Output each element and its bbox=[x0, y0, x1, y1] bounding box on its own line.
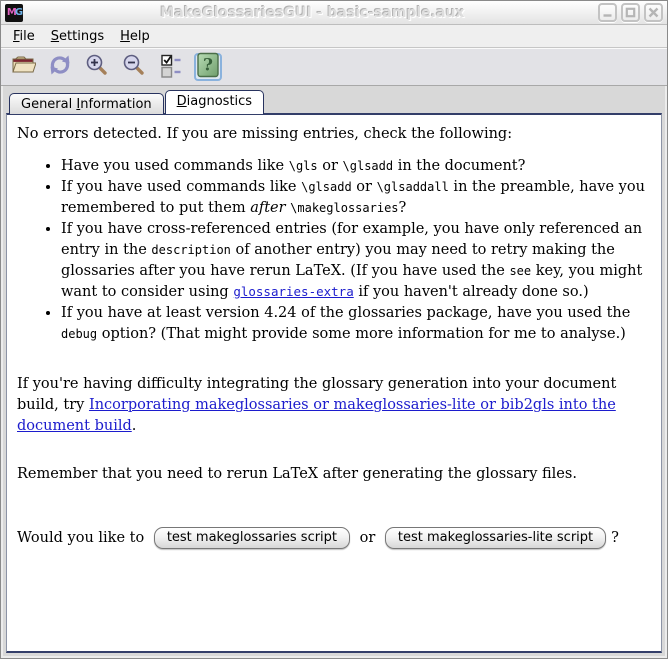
svg-text:?: ? bbox=[203, 55, 213, 76]
open-file-button[interactable] bbox=[9, 53, 37, 81]
list-item: • If you have used commands like \glsadd or \glsaddall in the preamble, have you remembered to put them after \makeglossaries? bbox=[61, 177, 651, 219]
open-folder-icon bbox=[10, 52, 36, 82]
zoom-in-button[interactable] bbox=[83, 53, 111, 81]
window-title: MakeGlossariesGUI - basic-sample.aux bbox=[160, 4, 465, 21]
tab-bar bbox=[1, 90, 667, 114]
tab-general-information[interactable]: General Information bbox=[9, 93, 164, 114]
menu-file[interactable]: File bbox=[13, 28, 35, 44]
question-middle: or bbox=[355, 529, 380, 546]
window-controls bbox=[598, 3, 663, 22]
question-prefix: Would you like to bbox=[17, 529, 149, 546]
titlebar bbox=[1, 1, 667, 25]
question-suffix: ? bbox=[611, 529, 619, 546]
diagnostics-checklist bbox=[17, 156, 651, 345]
menu-settings[interactable]: Settings bbox=[50, 28, 105, 44]
remember-paragraph: Remember that you need to rerun LaTeX after generating the glossary files. bbox=[17, 466, 577, 483]
reload-icon bbox=[47, 52, 73, 82]
zoom-out-icon bbox=[121, 52, 147, 82]
tab-diagnostics[interactable]: Diagnostics bbox=[165, 90, 264, 114]
zoom-in-icon bbox=[84, 52, 110, 82]
question-row bbox=[17, 527, 651, 549]
test-makeglossaries-lite-button[interactable]: test makeglossaries-lite script bbox=[385, 527, 606, 549]
test-makeglossaries-button[interactable]: test makeglossaries script bbox=[154, 527, 350, 549]
minimize-button[interactable] bbox=[598, 3, 617, 22]
menu-help[interactable]: Help bbox=[120, 28, 150, 44]
difficulty-paragraph: If you're having difficulty integrating the glossary generation into your document build, try Incorporating makeglossaries or makeglossaries-lite or bib2gls into the document build. bbox=[17, 376, 617, 435]
toolbar bbox=[1, 48, 667, 86]
intro-text: No errors detected. If you are missing entries, check the following: bbox=[17, 126, 513, 142]
zoom-out-button[interactable] bbox=[120, 53, 148, 81]
close-button[interactable] bbox=[644, 3, 663, 22]
checklist-icon bbox=[158, 52, 184, 82]
app-logo-letter-m: M bbox=[6, 7, 15, 18]
app-logo-letter-g: G bbox=[14, 7, 22, 18]
reload-button[interactable] bbox=[46, 53, 74, 81]
diagnostics-panel bbox=[6, 113, 662, 653]
list-item: • Have you used commands like \gls or \glsadd in the document? bbox=[61, 156, 651, 177]
maximize-button[interactable] bbox=[621, 3, 640, 22]
help-icon bbox=[196, 52, 220, 82]
display-options-button[interactable] bbox=[157, 53, 185, 81]
list-item: • If you have at least version 4.24 of the glossaries package, have you used the debug option? (That might provide some more information for me to analyse.) bbox=[61, 303, 651, 345]
list-item: • If you have cross-referenced entries (for example, you have only referenced an entry in the description of another entry) you may need to retry making the glossaries after you have rerun LaTeX. (If you have used the see key, you might want to consider using glossaries-extra if you haven't already done so.) bbox=[61, 219, 651, 303]
help-button[interactable] bbox=[194, 53, 222, 81]
app-logo-icon bbox=[5, 4, 23, 22]
menubar bbox=[1, 25, 667, 48]
hyperlink[interactable]: glossaries-extra bbox=[233, 284, 354, 300]
hyperlink[interactable]: Incorporating makeglossaries or makeglossaries-lite or bib2gls into the document build bbox=[17, 397, 616, 435]
